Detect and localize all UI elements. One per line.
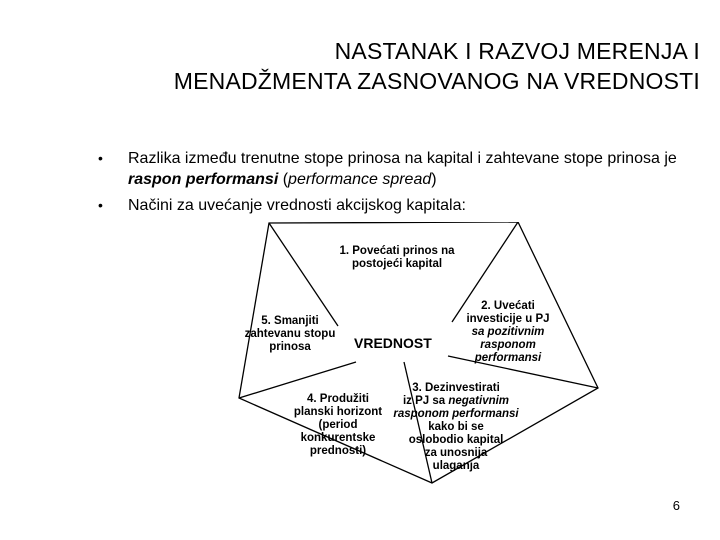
segment-2-line-5: performansi bbox=[474, 352, 542, 364]
segment-3-line-2b: negativnim bbox=[448, 395, 510, 407]
bullet-1-text-a: Razlika između trenutne stope prinosa na kapital i zahtevane stope prinosa je bbox=[128, 150, 677, 167]
segment-2-line-3: sa pozitivnim bbox=[471, 326, 545, 338]
segment-5-line-2: zahtevanu stopu bbox=[244, 328, 336, 340]
segment-2-line-4: rasponom bbox=[480, 339, 536, 351]
title-line-2: MENADŽMENTA ZASNOVANOG NA VREDNOSTI bbox=[173, 68, 700, 94]
segment-4-line-5: prednosti) bbox=[309, 445, 367, 457]
segment-3-line-4: kako bi se bbox=[428, 421, 484, 433]
page-number: 6 bbox=[672, 498, 680, 513]
segment-3-line-6: za unosnija bbox=[424, 447, 488, 459]
title-line-1: NASTANAK I RAZVOJ MERENJA I bbox=[334, 38, 700, 64]
segment-4-line-3: (period bbox=[318, 419, 358, 431]
bullet-dot-icon: • bbox=[98, 197, 103, 213]
segment-3-line-1: 3. Dezinvestirati bbox=[412, 382, 500, 394]
bullet-1-emphasis: raspon performansi bbox=[128, 171, 279, 188]
segment-4-line-4: konkurentske bbox=[300, 432, 376, 444]
segment-label-4 bbox=[278, 393, 398, 458]
bullet-1-emphasis-2: performance spread bbox=[288, 171, 432, 188]
segment-1-line-1: 1. Povećati prinos na bbox=[339, 245, 455, 257]
segment-3-line-3: rasponom performansi bbox=[393, 408, 519, 420]
segment-2-line-1: 2. Uvećati bbox=[481, 300, 535, 312]
value-pentagon-diagram bbox=[226, 222, 612, 484]
segment-3-line-5: oslobodio kapital bbox=[408, 434, 504, 446]
segment-2-line-2: investicije u PJ bbox=[466, 313, 550, 325]
segment-3-line-2a: iz PJ sa bbox=[402, 395, 449, 407]
segment-5-line-1: 5. Smanjiti bbox=[261, 315, 319, 327]
slide-title bbox=[174, 36, 700, 96]
bullet-1-text-c: ) bbox=[431, 171, 437, 188]
segment-label-5 bbox=[234, 315, 346, 354]
segment-3-line-7: ulaganja bbox=[432, 460, 480, 472]
segment-label-2 bbox=[448, 300, 568, 365]
segment-1-line-2: postojeći kapital bbox=[351, 258, 443, 270]
segment-label-1 bbox=[322, 245, 472, 271]
segment-label-3 bbox=[386, 382, 526, 473]
bullet-dot-icon: • bbox=[98, 150, 103, 166]
segment-4-line-1: 4. Produžiti bbox=[307, 393, 369, 405]
divider-line-1 bbox=[269, 223, 338, 326]
bullet-1-text-b: ( bbox=[278, 171, 289, 188]
bullet-list bbox=[98, 148, 688, 221]
segment-5-line-3: prinosa bbox=[269, 341, 311, 353]
segment-3-line-2 bbox=[386, 395, 526, 408]
bullet-2-text: Načini za uvećanje vrednosti akcijskog kapitala: bbox=[128, 197, 466, 214]
segment-4-line-2: planski horizont bbox=[293, 406, 383, 418]
bullet-item-2 bbox=[98, 195, 688, 216]
bullet-item-1 bbox=[98, 148, 688, 190]
center-label: VREDNOST bbox=[354, 335, 432, 351]
